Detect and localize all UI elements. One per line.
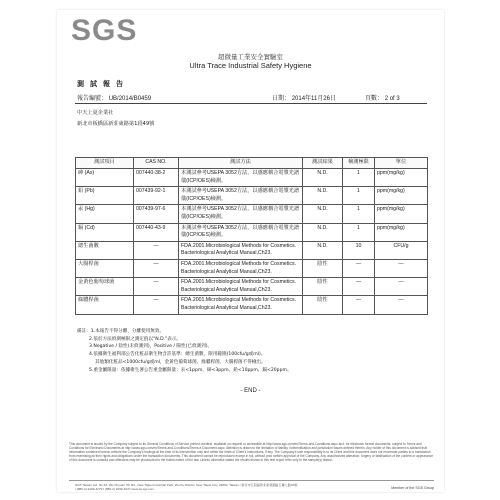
report-title: 測試報告 <box>77 80 129 88</box>
page-count-value: 2 of 3 <box>384 96 400 102</box>
report-date-label: 日期： <box>272 96 291 102</box>
results-table <box>75 157 428 315</box>
note-line: 5.重金屬限量：依據衛生署公告重金屬限量：汞<1ppm、砷<3ppm、鉛<10ppm、鎘<20ppm。 <box>89 367 292 373</box>
table-row <box>76 241 428 259</box>
footer-address: SGS Taiwan Ltd. No.33, Wu Chyuan 7th Rd., New Taipei Industrial Park, Wu Ku District, New Taipei City, 24890, Taiwan / 新北市五股區新北產業園區五權七路33號 <box>75 483 298 487</box>
sgs-group-member: Member of the SGS Group <box>391 486 434 490</box>
header-test-method: 測試方法 <box>179 158 303 169</box>
cell-item: 汞 (Hg) <box>76 205 134 223</box>
cell-result: N.D. <box>303 223 343 241</box>
report-number-label: 報告編號： <box>77 96 108 102</box>
cell-unit: ppm(mg/kg) <box>375 223 428 241</box>
cell-unit: — <box>375 259 428 277</box>
cell-unit: — <box>375 296 428 314</box>
cell-result: N.D. <box>303 187 343 205</box>
note-line: 2.依於方法偵測極限之測定值以"N.D."表示。 <box>89 336 182 342</box>
page-count <box>365 93 400 102</box>
report-date <box>272 93 336 102</box>
cell-method: 本測試參考USEPA 3052方法，以感應耦合電漿光譜儀(ICP/OES)檢測。 <box>179 169 303 187</box>
cell-limit: 1 <box>343 169 375 187</box>
cell-item: 砷 (As) <box>76 169 134 187</box>
footer-divider <box>69 480 434 481</box>
customer-name: 中天上夏企業社 <box>77 110 114 116</box>
cell-cas: 007439-97-6 <box>134 205 179 223</box>
header-divider <box>75 103 427 104</box>
notes-section <box>77 328 427 374</box>
cell-method: FDA.2001.Microbiological Methods for Cosmetics. Bacteriological Analytical Manual,Ch23. <box>179 241 303 259</box>
cell-result: N.D. <box>303 169 343 187</box>
cell-item: 鉛 (Pb) <box>76 187 134 205</box>
cell-item: 金黃色葡萄球菌 <box>76 278 134 296</box>
cell-limit: 1 <box>343 187 375 205</box>
footer-phone: t (886-2) 2299-3279 f (886-2) 2299-3237 www.tw.sgs.com <box>75 487 155 492</box>
cell-result: N.D. <box>303 241 343 259</box>
cell-item: 總生菌數 <box>76 241 134 259</box>
legal-disclaimer: This document is issued by the Company subject to its General Conditions of Service printed overleaf, available on request or accessible at http://www.sgs.com/en/Terms-and-Conditions.aspx and, for electronic format documents, subject to Terms and Conditions for Electronic Documents at http://www.sgs.com/en/Terms-and-Conditions/Terms-e-Document.aspx. Attention is drawn to the limitation of liability, indemnification and jurisdiction issues defined therein. Any holder of this document is advised that information contained hereon reflects the Company's findings at the time of its intervention only and within the limits of Client's instructions, if any. The Company's sole responsibility is to its Client and this document does not exonerate parties to a transaction from exercising all their rights and obligations under the transaction documents. This document cannot be reproduced except in full, without prior written approval of the Company. Any unauthorized alteration, forgery or falsification of the content or appearance of this document is unlawful and offenders may be prosecuted to the fullest extent of the law. Unless otherwise stated the results shown in this test report refer only to the sample(s) tested. <box>69 442 433 463</box>
cell-result: N.D. <box>303 205 343 223</box>
cell-item: 鎘 (Cd) <box>76 223 134 241</box>
note-line: 4.依據衛生福利部公告化粧品衛生物含許基準：總生菌數，限用範圍(100cfu/g或ml)。 <box>89 352 266 358</box>
cell-limit: 1 <box>343 223 375 241</box>
end-marker: - END - <box>240 388 261 394</box>
cell-limit: — <box>343 296 375 314</box>
cell-cas: — <box>134 241 179 259</box>
cell-unit: CFU/g <box>375 241 428 259</box>
customer-address: 新北市板橋區新莊東路第1段49號 <box>77 121 155 127</box>
cell-unit: ppm(mg/kg) <box>375 169 428 187</box>
table-row <box>76 223 428 241</box>
cell-cas: 007440-43-9 <box>134 223 179 241</box>
cell-cas: — <box>134 278 179 296</box>
cell-item: 綠膿桿菌 <box>76 296 134 314</box>
report-number <box>77 93 151 102</box>
table-row <box>76 205 428 223</box>
note-line: 其他類化粧品<1000cfu/g或ml，金黃色葡萄球菌、綠膿桿菌、大腸桿菌不得檢出。 <box>95 359 266 365</box>
cell-cas: — <box>134 259 179 277</box>
cell-method: FDA.2001.Microbiological Methods for Cosmetics. Bacteriological Analytical Manual,Ch23. <box>179 278 303 296</box>
report-number-value: UB/2014/B0459 <box>108 96 152 102</box>
cell-item: 大腸桿菌 <box>76 259 134 277</box>
cell-result: 陰性 <box>303 259 343 277</box>
cell-unit: ppm(mg/kg) <box>375 205 428 223</box>
table-row <box>76 296 428 314</box>
report-page <box>57 10 444 492</box>
cell-unit: ppm(mg/kg) <box>375 187 428 205</box>
cell-cas: 007439-92-1 <box>134 187 179 205</box>
cell-limit: — <box>343 259 375 277</box>
cell-result: 陰性 <box>303 278 343 296</box>
table-row <box>76 169 428 187</box>
cell-limit: — <box>343 278 375 296</box>
note-line: 3.Negative / 陰性(未偵測到)，Positive / 陽性(已偵測到)。 <box>89 344 213 350</box>
cell-limit: 10 <box>343 241 375 259</box>
cell-method: 本測試參考USEPA 3052方法，以感應耦合電漿光譜儀(ICP/OES)檢測。 <box>179 205 303 223</box>
footer-contact <box>75 483 435 492</box>
table-header-row <box>76 158 428 169</box>
table-row <box>76 187 428 205</box>
table-row <box>76 278 428 296</box>
cell-unit: — <box>375 278 428 296</box>
lab-name-english: Ultra Trace Industrial Safety Hygiene <box>189 61 312 70</box>
cell-limit: 1 <box>343 205 375 223</box>
header-result: 測試結果 <box>303 158 343 169</box>
cell-method: 本測試參考USEPA 3052方法，以感應耦合電漿光譜儀(ICP/OES)檢測。 <box>179 223 303 241</box>
header-cas-no: CAS NO. <box>134 158 179 169</box>
sgs-logo: SGS <box>71 14 138 47</box>
lab-name-chinese: 超微量工業安全實驗室 <box>218 53 283 61</box>
cell-method: 本測試參考USEPA 3052方法，以感應耦合電漿光譜儀(ICP/OES)檢測。 <box>179 187 303 205</box>
report-date-value: 2014年11月26日 <box>291 96 336 102</box>
cell-method: FDA.2001.Microbiological Methods for Cosmetics. Bacteriological Analytical Manual,Ch23. <box>179 259 303 277</box>
page-count-label: 頁數： <box>365 96 384 102</box>
header-detection-limit: 檢測極限 <box>343 158 375 169</box>
cell-cas: 007440-38-2 <box>134 169 179 187</box>
header-unit: 單位 <box>375 158 428 169</box>
header-test-item: 測試項目 <box>76 158 134 169</box>
cell-result: 陰性 <box>303 296 343 314</box>
cell-cas: — <box>134 296 179 314</box>
note-line: 備註：1.本報告不得分離，分離使用無效。 <box>77 329 165 334</box>
cell-method: FDA.2001.Microbiological Methods for Cosmetics. Bacteriological Analytical Manual,Ch23. <box>179 296 303 314</box>
table-row <box>76 259 428 277</box>
